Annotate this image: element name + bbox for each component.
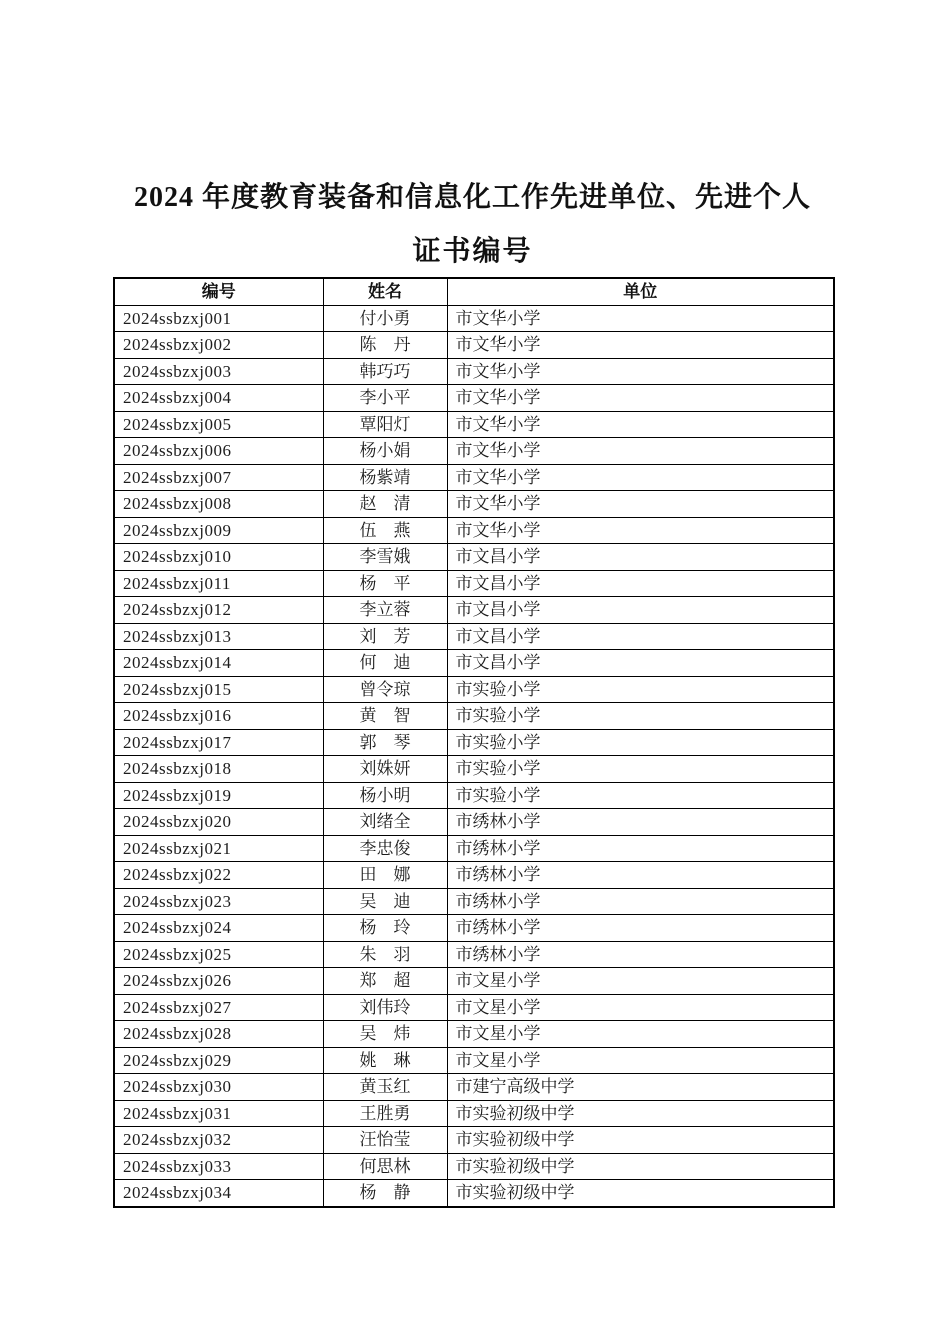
unit-cell: 市文星小学 xyxy=(447,968,834,995)
name-cell: 姚 琳 xyxy=(323,1047,447,1074)
page-subtitle: 证书编号 xyxy=(412,236,533,267)
table-row xyxy=(114,729,834,756)
table-row xyxy=(114,650,834,677)
unit-cell: 市文华小学 xyxy=(447,385,834,412)
table-row xyxy=(114,1153,834,1180)
cert-id-cell: 2024ssbzxj012 xyxy=(114,597,323,624)
unit-cell: 市文昌小学 xyxy=(447,597,834,624)
table-row xyxy=(114,1100,834,1127)
table-body xyxy=(114,305,834,1207)
page-title: 2024 年度教育装备和信息化工作先进单位、先进个人 xyxy=(133,182,811,213)
cert-id-cell: 2024ssbzxj024 xyxy=(114,915,323,942)
cert-id-cell: 2024ssbzxj004 xyxy=(114,385,323,412)
unit-cell: 市绣林小学 xyxy=(447,888,834,915)
unit-cell: 市实验初级中学 xyxy=(447,1180,834,1207)
table-row xyxy=(114,491,834,518)
name-cell: 刘绪全 xyxy=(323,809,447,836)
name-cell: 郭 琴 xyxy=(323,729,447,756)
cert-id-cell: 2024ssbzxj028 xyxy=(114,1021,323,1048)
table-row xyxy=(114,411,834,438)
cert-id-cell: 2024ssbzxj007 xyxy=(114,464,323,491)
table-row xyxy=(114,676,834,703)
name-cell: 刘伟玲 xyxy=(323,994,447,1021)
unit-cell: 市建宁高级中学 xyxy=(447,1074,834,1101)
name-cell: 付小勇 xyxy=(323,305,447,332)
table-row xyxy=(114,1047,834,1074)
table-row xyxy=(114,385,834,412)
table-row xyxy=(114,703,834,730)
unit-cell: 市实验初级中学 xyxy=(447,1100,834,1127)
cert-id-cell: 2024ssbzxj022 xyxy=(114,862,323,889)
table-row xyxy=(114,888,834,915)
cert-id-cell: 2024ssbzxj002 xyxy=(114,332,323,359)
cert-id-cell: 2024ssbzxj031 xyxy=(114,1100,323,1127)
header-unit: 单位 xyxy=(447,278,834,305)
cert-id-cell: 2024ssbzxj034 xyxy=(114,1180,323,1207)
table-row xyxy=(114,464,834,491)
table-row xyxy=(114,809,834,836)
unit-cell: 市文华小学 xyxy=(447,358,834,385)
name-cell: 汪怡莹 xyxy=(323,1127,447,1154)
name-cell: 覃阳灯 xyxy=(323,411,447,438)
unit-cell: 市绣林小学 xyxy=(447,809,834,836)
cert-id-cell: 2024ssbzxj015 xyxy=(114,676,323,703)
cert-id-cell: 2024ssbzxj013 xyxy=(114,623,323,650)
unit-cell: 市文华小学 xyxy=(447,305,834,332)
name-cell: 何思林 xyxy=(323,1153,447,1180)
cert-id-cell: 2024ssbzxj018 xyxy=(114,756,323,783)
unit-cell: 市文星小学 xyxy=(447,1021,834,1048)
certificate-table xyxy=(113,277,835,1208)
cert-id-cell: 2024ssbzxj006 xyxy=(114,438,323,465)
table-row xyxy=(114,544,834,571)
name-cell: 刘 芳 xyxy=(323,623,447,650)
name-cell: 杨 静 xyxy=(323,1180,447,1207)
table-row xyxy=(114,1180,834,1207)
cert-id-cell: 2024ssbzxj027 xyxy=(114,994,323,1021)
name-cell: 伍 燕 xyxy=(323,517,447,544)
table-row xyxy=(114,1021,834,1048)
cert-id-cell: 2024ssbzxj025 xyxy=(114,941,323,968)
name-cell: 郑 超 xyxy=(323,968,447,995)
unit-cell: 市文华小学 xyxy=(447,438,834,465)
table-row xyxy=(114,756,834,783)
name-cell: 赵 清 xyxy=(323,491,447,518)
name-cell: 刘姝妍 xyxy=(323,756,447,783)
unit-cell: 市实验初级中学 xyxy=(447,1153,834,1180)
cert-id-cell: 2024ssbzxj005 xyxy=(114,411,323,438)
header-name: 姓名 xyxy=(323,278,447,305)
cert-id-cell: 2024ssbzxj019 xyxy=(114,782,323,809)
name-cell: 朱 羽 xyxy=(323,941,447,968)
name-cell: 吴 迪 xyxy=(323,888,447,915)
name-cell: 韩巧巧 xyxy=(323,358,447,385)
cert-id-cell: 2024ssbzxj026 xyxy=(114,968,323,995)
table-row xyxy=(114,835,834,862)
name-cell: 田 娜 xyxy=(323,862,447,889)
cert-id-cell: 2024ssbzxj032 xyxy=(114,1127,323,1154)
name-cell: 杨小明 xyxy=(323,782,447,809)
unit-cell: 市文华小学 xyxy=(447,491,834,518)
cert-id-cell: 2024ssbzxj030 xyxy=(114,1074,323,1101)
cert-id-cell: 2024ssbzxj008 xyxy=(114,491,323,518)
table-row xyxy=(114,968,834,995)
table-row xyxy=(114,1074,834,1101)
table-row xyxy=(114,305,834,332)
cert-id-cell: 2024ssbzxj021 xyxy=(114,835,323,862)
name-cell: 李雪娥 xyxy=(323,544,447,571)
name-cell: 黄玉红 xyxy=(323,1074,447,1101)
unit-cell: 市实验小学 xyxy=(447,729,834,756)
table-row xyxy=(114,862,834,889)
table-header-row xyxy=(114,278,834,305)
table-row xyxy=(114,358,834,385)
name-cell: 杨小娟 xyxy=(323,438,447,465)
cert-id-cell: 2024ssbzxj017 xyxy=(114,729,323,756)
table-row xyxy=(114,332,834,359)
cert-id-cell: 2024ssbzxj011 xyxy=(114,570,323,597)
unit-cell: 市文昌小学 xyxy=(447,570,834,597)
table-row xyxy=(114,570,834,597)
cert-id-cell: 2024ssbzxj016 xyxy=(114,703,323,730)
cert-id-cell: 2024ssbzxj009 xyxy=(114,517,323,544)
name-cell: 李忠俊 xyxy=(323,835,447,862)
cert-id-cell: 2024ssbzxj010 xyxy=(114,544,323,571)
unit-cell: 市实验初级中学 xyxy=(447,1127,834,1154)
table-row xyxy=(114,1127,834,1154)
unit-cell: 市实验小学 xyxy=(447,703,834,730)
table-row xyxy=(114,597,834,624)
unit-cell: 市实验小学 xyxy=(447,782,834,809)
table-row xyxy=(114,623,834,650)
name-cell: 杨 平 xyxy=(323,570,447,597)
table-row xyxy=(114,517,834,544)
name-cell: 李小平 xyxy=(323,385,447,412)
table-row xyxy=(114,438,834,465)
name-cell: 王胜勇 xyxy=(323,1100,447,1127)
header-cert-id: 编号 xyxy=(114,278,323,305)
name-cell: 黄 智 xyxy=(323,703,447,730)
unit-cell: 市绣林小学 xyxy=(447,862,834,889)
unit-cell: 市实验小学 xyxy=(447,676,834,703)
name-cell: 何 迪 xyxy=(323,650,447,677)
unit-cell: 市文星小学 xyxy=(447,994,834,1021)
table-row xyxy=(114,782,834,809)
name-cell: 曾令琼 xyxy=(323,676,447,703)
unit-cell: 市实验小学 xyxy=(447,756,834,783)
unit-cell: 市文昌小学 xyxy=(447,650,834,677)
unit-cell: 市绣林小学 xyxy=(447,941,834,968)
cert-id-cell: 2024ssbzxj020 xyxy=(114,809,323,836)
cert-id-cell: 2024ssbzxj033 xyxy=(114,1153,323,1180)
unit-cell: 市文星小学 xyxy=(447,1047,834,1074)
unit-cell: 市文昌小学 xyxy=(447,544,834,571)
name-cell: 杨紫靖 xyxy=(323,464,447,491)
unit-cell: 市绣林小学 xyxy=(447,915,834,942)
unit-cell: 市文华小学 xyxy=(447,517,834,544)
unit-cell: 市文华小学 xyxy=(447,411,834,438)
cert-id-cell: 2024ssbzxj001 xyxy=(114,305,323,332)
unit-cell: 市绣林小学 xyxy=(447,835,834,862)
name-cell: 陈 丹 xyxy=(323,332,447,359)
cert-id-cell: 2024ssbzxj014 xyxy=(114,650,323,677)
name-cell: 吴 炜 xyxy=(323,1021,447,1048)
cert-id-cell: 2024ssbzxj003 xyxy=(114,358,323,385)
name-cell: 李立蓉 xyxy=(323,597,447,624)
table-row xyxy=(114,915,834,942)
cert-id-cell: 2024ssbzxj029 xyxy=(114,1047,323,1074)
table-row xyxy=(114,941,834,968)
unit-cell: 市文昌小学 xyxy=(447,623,834,650)
unit-cell: 市文华小学 xyxy=(447,332,834,359)
cert-id-cell: 2024ssbzxj023 xyxy=(114,888,323,915)
unit-cell: 市文华小学 xyxy=(447,464,834,491)
table-row xyxy=(114,994,834,1021)
name-cell: 杨 玲 xyxy=(323,915,447,942)
